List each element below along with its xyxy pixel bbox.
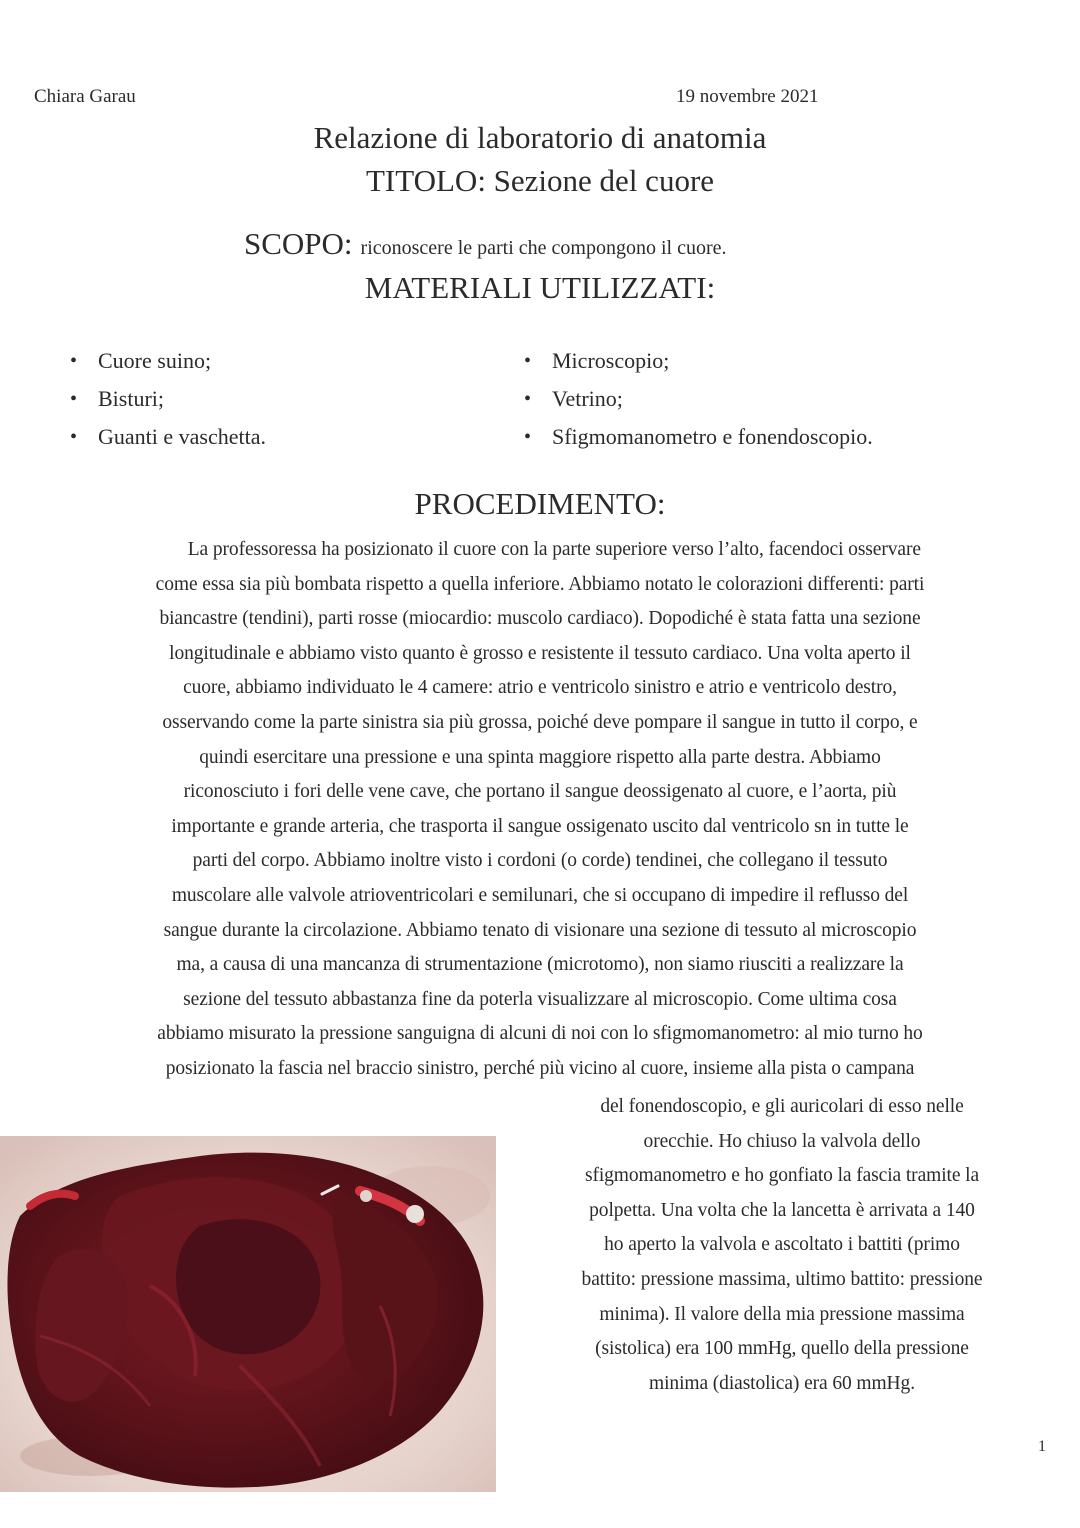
text-line: quindi esercitare una pressione e una spinta maggiore rispetto alla parte destra. Abbiamo (199, 746, 881, 768)
materials-list-left (70, 342, 266, 456)
procedure-heading: PROCEDIMENTO: (414, 486, 666, 521)
text-line: ma, a causa di una mancanza di strumentazione (microtomo), non siamo riusciti a realizzare la (176, 954, 904, 976)
text-line: cuore, abbiamo individuato le 4 camere: atrio e ventricolo sinistro e atrio e ventricolo destro, (183, 677, 897, 699)
list-item: • Bisturi; (70, 380, 266, 418)
page-number: 1 (1038, 1438, 1046, 1455)
text-line: del fonendoscopio, e gli auricolari di esso nelle (600, 1096, 964, 1117)
text-line: minima (diastolica) era 60 mmHg. (649, 1372, 915, 1394)
scope-label: SCOPO: (244, 226, 353, 261)
list-item: • Sfigmomanometro e fonendoscopio. (524, 418, 873, 456)
materials-heading: MATERIALI UTILIZZATI: (364, 270, 716, 305)
text-line: posizionato la fascia nel braccio sinistro, perché più vicino al cuore, insieme alla pista o campana (165, 1057, 915, 1079)
list-item: • Microscopio; (524, 342, 873, 380)
materials-list-right (524, 342, 873, 456)
text-line: battito: pressione massima, ultimo battito: pressione (581, 1268, 983, 1290)
procedure-paragraph (30, 533, 1050, 1087)
text-line: ho aperto la valvola e ascoltato i battiti (primo (604, 1234, 960, 1256)
list-item: • Cuore suino; (70, 342, 266, 380)
heart-section-photo (0, 1136, 496, 1492)
text-line: abbiamo misurato la pressione sanguigna di alcuni di noi con lo sfigmomanometro: al mio turno ho (157, 1023, 923, 1045)
text-line: (sistolica) era 100 mmHg, quello della pressione (595, 1338, 969, 1360)
report-date: 19 novembre 2021 (676, 86, 819, 107)
text-line: riconosciuto i fori delle vene cave, che portano il sangue deossigenato al cuore, e l’aorta, più (183, 781, 897, 803)
text-line: longitudinale e abbiamo visto quanto è grosso e resistente il tessuto cardiaco. Una volta aperto il (169, 642, 911, 664)
list-item: • Vetrino; (524, 380, 873, 418)
author-name: Chiara Garau (34, 86, 136, 107)
text-line: La professoressa ha posizionato il cuore con la parte superiore verso l’alto, facendoci osservare (159, 539, 921, 560)
text-line: parti del corpo. Abbiamo inoltre visto i cordoni (o corde) tendinei, che collegano il tessuto (192, 850, 888, 872)
procedure-paragraph-continued (512, 1090, 1052, 1401)
text-line: orecchie. Ho chiuso la valvola dello (643, 1130, 921, 1152)
report-title: Relazione di laboratorio di anatomia (313, 120, 767, 155)
list-item: • Guanti e vaschetta. (70, 418, 266, 456)
text-line: importante e grande arteria, che trasporta il sangue ossigenato uscito dal ventricolo sn in tutte le (171, 815, 909, 837)
text-line: osservando come la parte sinistra sia più grossa, poiché deve pompare il sangue in tutto il corpo, e (162, 711, 918, 733)
report-subtitle: TITOLO: Sezione del cuore (365, 163, 715, 198)
scope-text: riconoscere le parti che compongono il cuore. (360, 237, 727, 259)
text-line: come essa sia più bombata rispetto a quella inferiore. Abbiamo notato le colorazioni differenti: parti (155, 573, 925, 595)
text-line: sezione del tessuto abbastanza fine da poterla visualizzare al microscopio. Come ultima cosa (183, 988, 897, 1010)
text-line: sfigmomanometro e ho gonfiato la fascia tramite la (584, 1165, 980, 1187)
text-line: minima). Il valore della mia pressione massima (599, 1303, 965, 1325)
text-line: sangue durante la circolazione. Abbiamo tenato di visionare una sezione di tessuto al microscopio (163, 919, 917, 941)
text-line: muscolare alle valvole atrioventricolari e semilunari, che si occupano di impedire il reflusso del (171, 884, 909, 906)
scope-section (244, 226, 727, 262)
text-line: polpetta. Una volta che la lancetta è arrivata a 140 (589, 1199, 975, 1221)
text-line: biancastre (tendini), parti rosse (miocardio: muscolo cardiaco). Dopodiché è stata fatta una sezione (159, 608, 921, 630)
